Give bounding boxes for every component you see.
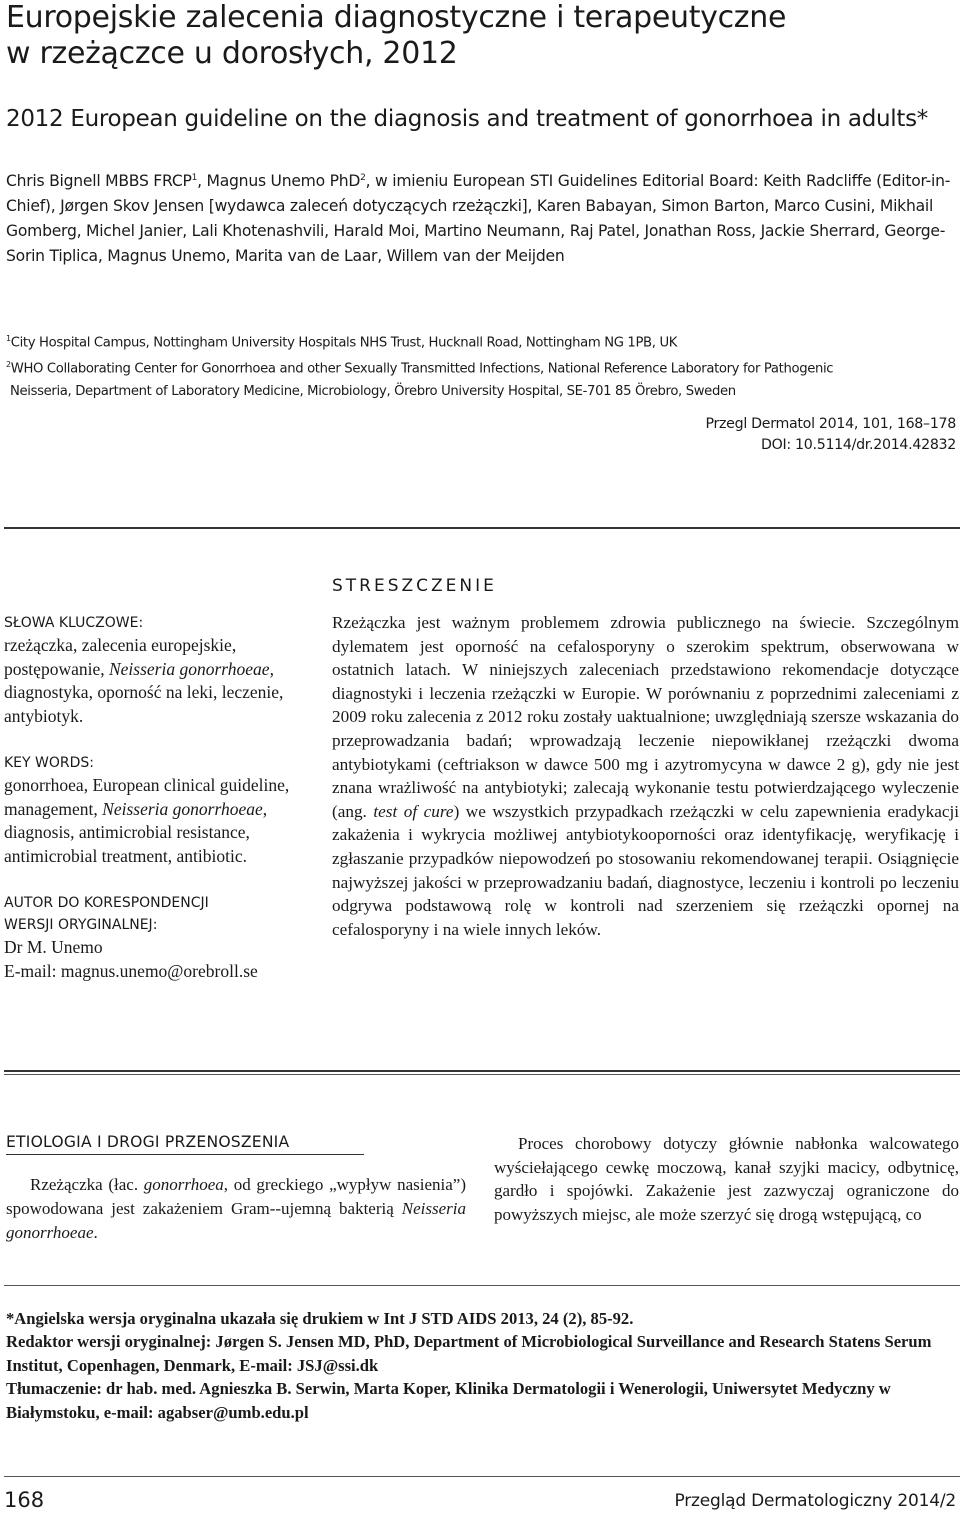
footnote-original-publication: *Angielska wersja oryginalna ukazała się drukiem w Int J STD AIDS 2013, 24 (2), 85-92. xyxy=(6,1309,634,1328)
divider-middle xyxy=(4,1070,960,1072)
article-title-english: 2012 European guideline on the diagnosis and treatment of gonorrhoea in adults* xyxy=(6,106,928,132)
correspondence-name: Dr M. Unemo xyxy=(4,937,103,957)
footnote-editor: Redaktor wersji oryginalnej: Jørgen S. Jensen MD, PhD, Department of Microbiological Surveillance and Research Statens Serum Institut, Copenhagen, Denmark, E-mail: JSJ@ssi.dk xyxy=(6,1332,932,1375)
keywords-en: gonorrhoea, European clinical guideline, management, Neisseria gonorrhoeae, diagnosis, antimicrobial resistance, antimicrobial treatment, antibiotic. xyxy=(4,775,290,866)
title-pl-line-2: w rzeżączce u dorosłych, 2012 xyxy=(6,36,458,71)
keywords-pl-heading: SŁOWA KLUCZOWE: xyxy=(4,615,144,631)
affiliation-2-continued: Neisseria, Department of Laboratory Medicine, Microbiology, Örebro University Hospital, SE-701 85 Örebro, Sweden xyxy=(10,383,736,399)
affiliation-1: $^1$City Hospital Campus, Nottingham University Hospitals NHS Trust, Hucknall Road, Nottingham NG 1PB, UK xyxy=(6,334,678,351)
correspondence-heading-line-1: AUTOR DO KORESPONDENCJI xyxy=(4,895,209,911)
affiliation-2: $^2$WHO Collaborating Center for Gonorrhoea and other Sexually Transmitted Infections, National Reference Laboratory for Pathogenic xyxy=(6,360,834,377)
divider-top xyxy=(4,527,960,529)
title-pl-line-1: Europejskie zalecenia diagnostyczne i terapeutyczne xyxy=(6,0,787,35)
section-heading-etiologia: ETIOLOGIA I DROGI PRZENOSZENIA xyxy=(6,1133,290,1151)
divider-footnote xyxy=(4,1285,960,1286)
footer-journal-name: Przegląd Dermatologiczny 2014/2 xyxy=(674,1491,956,1511)
etiologia-body-left: Rzeżączka (łac. gonorrhoea, od greckiego „wypływ nasienia”) spowodowana jest zakażeniem Gram--ujemną bakterią Neisseria gonorrhoeae. xyxy=(6,1175,466,1242)
footnote xyxy=(6,1307,960,1424)
footnote-translation: Tłumaczenie: dr hab. med. Agnieszka B. Serwin, Marta Koper, Klinika Dermatologii i Wenerologii, Uniwersytet Medyczny w Białymstoku, e-mail: agabser@umb.edu.pl xyxy=(6,1379,891,1422)
author-bignell: Chris Bignell MBBS FRCP xyxy=(6,172,192,191)
doi: DOI: 10.5114/dr.2014.42832 xyxy=(760,437,956,453)
correspondence-email[interactable]: E-mail: magnus.unemo@orebroll.se xyxy=(4,960,258,981)
article-title-polish xyxy=(6,0,956,72)
correspondence-heading-line-2: WERSJI ORYGINALNEJ: xyxy=(4,917,158,933)
citation-block xyxy=(706,414,957,456)
keywords-en-heading: KEY WORDS: xyxy=(4,755,95,771)
author-unemo-affiliation: 2 xyxy=(360,173,366,183)
abstract-heading: STRESZCZENIE xyxy=(332,576,497,596)
etiologia-body-right: Proces chorobowy dotyczy głównie nabłonka walcowatego wyściełającego cewkę moczową, kanał szyjki macicy, odbytnicę, gardło i spojówki. Zakażenie jest zazwyczaj ograniczone do powyższych miejsc, ale może szerzyć się drogą wstępującą, co xyxy=(494,1134,959,1224)
divider-footer xyxy=(4,1476,960,1477)
author-bignell-affiliation: 1 xyxy=(191,173,198,183)
affiliations xyxy=(6,328,956,403)
divider-middle-thin xyxy=(4,1074,960,1075)
keywords-pl: rzeżączka, zalecenia europejskie, postępowanie, Neisseria gonorrhoeae, diagnostyka, oporność na leki, leczenie, antybiotyk. xyxy=(4,635,284,726)
sidebar-keywords xyxy=(4,612,326,983)
section-heading-underline xyxy=(6,1154,364,1155)
abstract-body: Rzeżączka jest ważnym problemem zdrowia publicznego na świecie. Szczególnym dylematem jest oporność na cefalosporyny o szerokim spektrum, obserwowana w ostatnich latach. W niniejszych zaleceniach przedstawiono rekomendacje dotyczące diagnostyki i leczenia rzeżączki w Europie. W porównaniu z poprzednimi zaleceniami z 2009 roku zalecenia z 2012 roku zostały uaktualnione; uwzględniają szersze wskazania do przeprowadzania badań; wprowadzają leczenie niepowikłanej rzeżączki dwoma antybiotykami (ceftriakson w dawce 500 mg i azytromycyna w dawce 2 g), gdy nie jest znana wrażliwość na antybiotyki; zalecają wykonanie testu potwierdzającego wyleczenie (ang. test of cure) we wszystkich przypadkach rzeżączki w celu zapewnienia eradykacji zakażenia i wykrycia możliwej antybiotykooporności oraz identyfikację, weryfikację i zgłaszanie przypadków niepowodzeń po stosowaniu rekomendowanej terapii. Osiągnięcie najwyższej jakości w przeprowadzaniu badań, diagnostyce, leczeniu i kontroli po leczeniu odgrywa podstawową rolę w kontroli nad szerzeniem się rzeżączki opornej na cefalosporyny i na wiele innych leków. xyxy=(332,613,960,939)
author-list xyxy=(6,166,956,269)
page-number: 168 xyxy=(4,1488,45,1512)
author-list-rest: , w imieniu European STI Guidelines Editorial Board: Keith Radcliffe (Editor-in-Chief), Jørgen Skov Jensen [wydawca zaleceń dotyczących rzeżączki], Karen Babayan, Simon Barton, Marco Cusini, Mikhail Gomberg, Michel Janier, Lali Khotenashvili, Harald Moi, Martino Neumann, Raj Patel, Jonathan Ross, Jackie Sherrard, George-Sorin Tiplica, Magnus Unemo, Marita van de Laar, Willem van der Meijden xyxy=(6,172,951,266)
author-unemo: , Magnus Unemo PhD xyxy=(197,172,361,191)
journal-citation: Przegl Dermatol 2014, 101, 168–178 xyxy=(705,416,956,432)
